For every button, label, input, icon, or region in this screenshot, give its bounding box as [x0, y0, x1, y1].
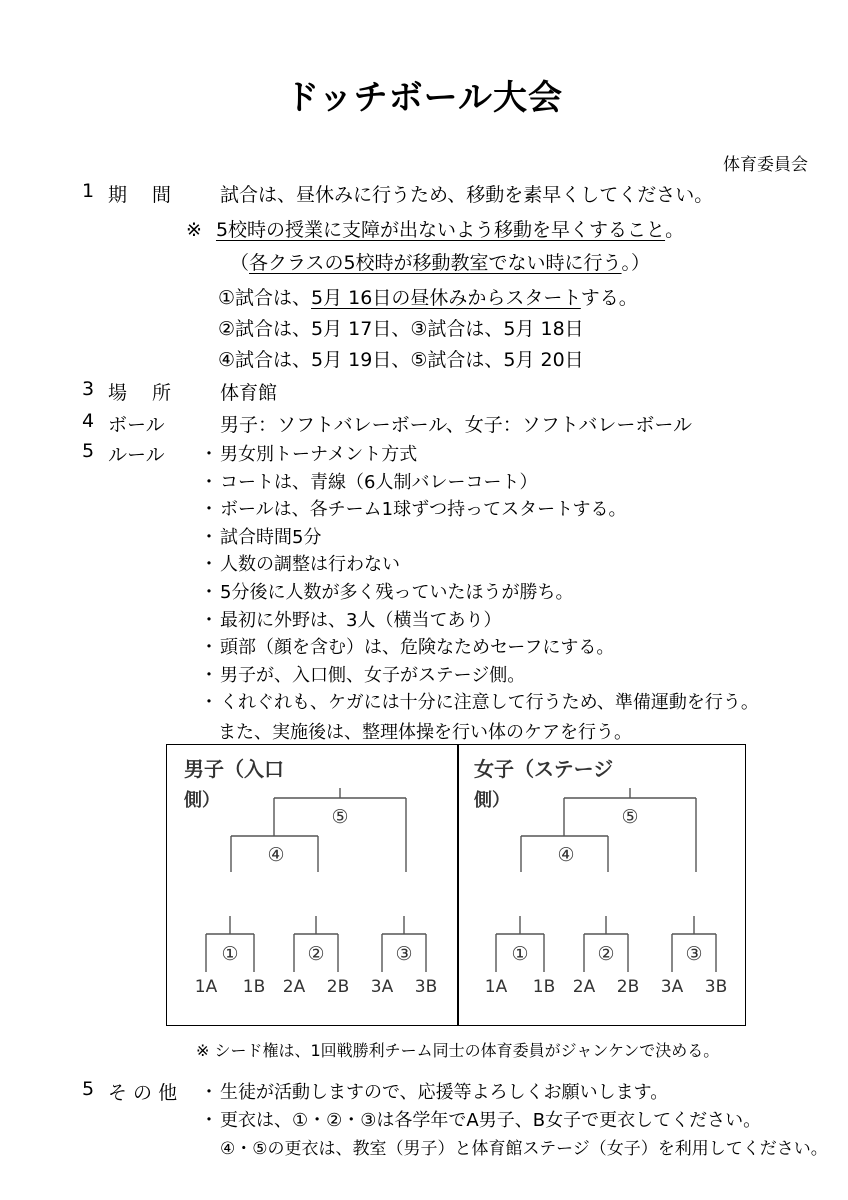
bullet: ・: [200, 609, 218, 631]
match-label: ①: [511, 943, 529, 965]
rule-text: 頭部（顔を含む）は、危険なためセーフにする。: [220, 637, 615, 659]
bullet: ・: [200, 499, 218, 521]
section-text: 体育館: [220, 382, 278, 404]
note-end: 。: [665, 219, 685, 241]
bracket-title-2: 側）: [474, 790, 510, 811]
match-label: ③: [685, 943, 703, 965]
rule-text: くれぐれも、ケガには十分に注意して行うため、準備運動を行う。: [220, 692, 759, 714]
team-label: 2A: [572, 977, 596, 997]
match-label: ④: [557, 844, 575, 866]
organizer: 体育委員会: [723, 155, 808, 175]
bullet: ・: [200, 471, 218, 493]
schedule-line-3: ④試合は、5月 19日、⑤試合は、5月 20日: [218, 349, 584, 371]
team-label: 3A: [660, 977, 684, 997]
other-item-1: 生徒が活動しますので、応援等よろしくお願いします。: [220, 1082, 669, 1103]
note-text: 5校時の授業に支障が出ないよう移動を早くすること: [215, 219, 666, 241]
match-label: ③: [395, 943, 413, 965]
team-label: 1B: [532, 977, 556, 997]
bullet: ・: [200, 1110, 218, 1131]
bullet: ・: [200, 664, 218, 686]
rule-text: 男子が、入口側、女子がステージ側。: [220, 664, 526, 686]
team-label: 3B: [704, 977, 728, 997]
seed-note: ※ シード権は、1回戦勝利チーム同士の体育委員がジャンケンで決める。: [196, 1041, 720, 1060]
section-label: 期 間: [108, 184, 172, 206]
team-label: 3B: [414, 977, 438, 997]
section-number: 3: [82, 378, 95, 400]
section-label: ボール: [108, 414, 165, 436]
bullet: ・: [200, 554, 218, 576]
bracket-drawing: [166, 744, 746, 1026]
section-label: ルール: [108, 444, 165, 466]
note2-close: 。）: [621, 252, 651, 274]
rule-text: 最初に外野は、3人（横当てあり）: [220, 609, 502, 631]
team-label: 1A: [484, 977, 508, 997]
section-number: 5: [82, 440, 95, 462]
section-number: 1: [82, 180, 95, 202]
section-text: 試合は、昼休みに行うため、移動を素早くしてください。: [220, 184, 714, 206]
bracket-title: 女子（ステージ: [474, 757, 614, 781]
match-label: ⑤: [621, 806, 639, 828]
match-label: ⑤: [331, 806, 349, 828]
section-number: 5: [82, 1078, 95, 1100]
rule-text: 人数の調整は行わない: [220, 554, 400, 576]
other-item-2: 更衣は、①・②・③は各学年でA男子、B女子で更衣してください。: [220, 1110, 762, 1131]
section-text: 男子：ソフトバレーボール、女子：ソフトバレーボール: [220, 414, 692, 436]
period-note: [186, 215, 684, 242]
bracket-title: 男子（入口: [184, 757, 284, 781]
team-label: 2A: [282, 977, 306, 997]
rule-text: 5分後に人数が多く残っていたほうが勝ち。: [220, 582, 574, 603]
bracket-title-2: 側）: [184, 790, 220, 811]
note2-open: （: [230, 252, 250, 274]
schedule-line-2: ②試合は、5月 17日、③試合は、5月 18日: [218, 318, 584, 340]
team-label: 1A: [194, 977, 218, 997]
match-label: ②: [597, 943, 615, 965]
note-mark: ※: [186, 219, 202, 241]
schedule-start: 5月 16日の昼休みからスタート: [311, 287, 581, 309]
bullet: ・: [200, 444, 218, 465]
team-label: 2B: [326, 977, 350, 997]
schedule-line-1: [218, 283, 638, 310]
team-label: 1B: [242, 977, 266, 997]
schedule-post: する。: [580, 287, 638, 309]
rule-text: 試合時間5分: [220, 526, 322, 548]
girls-bracket: [474, 757, 727, 997]
bullet: ・: [200, 692, 218, 714]
schedule-pre: ①試合は、: [218, 287, 312, 309]
bullet: ・: [200, 526, 218, 548]
rule-text: ボールは、各チーム1球ずつ持ってスタートする。: [220, 499, 627, 521]
boys-bracket: [184, 757, 437, 997]
team-label: 3A: [370, 977, 394, 997]
bullet: ・: [200, 637, 218, 659]
match-label: ①: [221, 943, 239, 965]
page-title: ドッチボール大会: [285, 78, 563, 118]
bullet: ・: [200, 1082, 218, 1103]
match-label: ④: [267, 844, 285, 866]
rule-text: コートは、青線（6人制バレーコート）: [220, 471, 538, 493]
section-number: 4: [82, 410, 95, 432]
match-label: ②: [307, 943, 325, 965]
bullet: ・: [200, 582, 218, 603]
other-item-2-cont: ④・⑤の更衣は、教室（男子）と体育館ステージ（女子）を利用してください。: [220, 1139, 828, 1159]
rules-continuation: また、実施後は、整理体操を行い体のケアを行う。: [218, 722, 632, 743]
period-note2: [230, 248, 650, 275]
team-label: 2B: [616, 977, 640, 997]
section-label: そ の 他: [108, 1082, 178, 1104]
section-label: 場 所: [108, 382, 172, 404]
note2-text: 各クラスの5校時が移動教室でない時に行う: [249, 252, 622, 274]
rule-text: 男女別トーナメント方式: [220, 444, 418, 465]
